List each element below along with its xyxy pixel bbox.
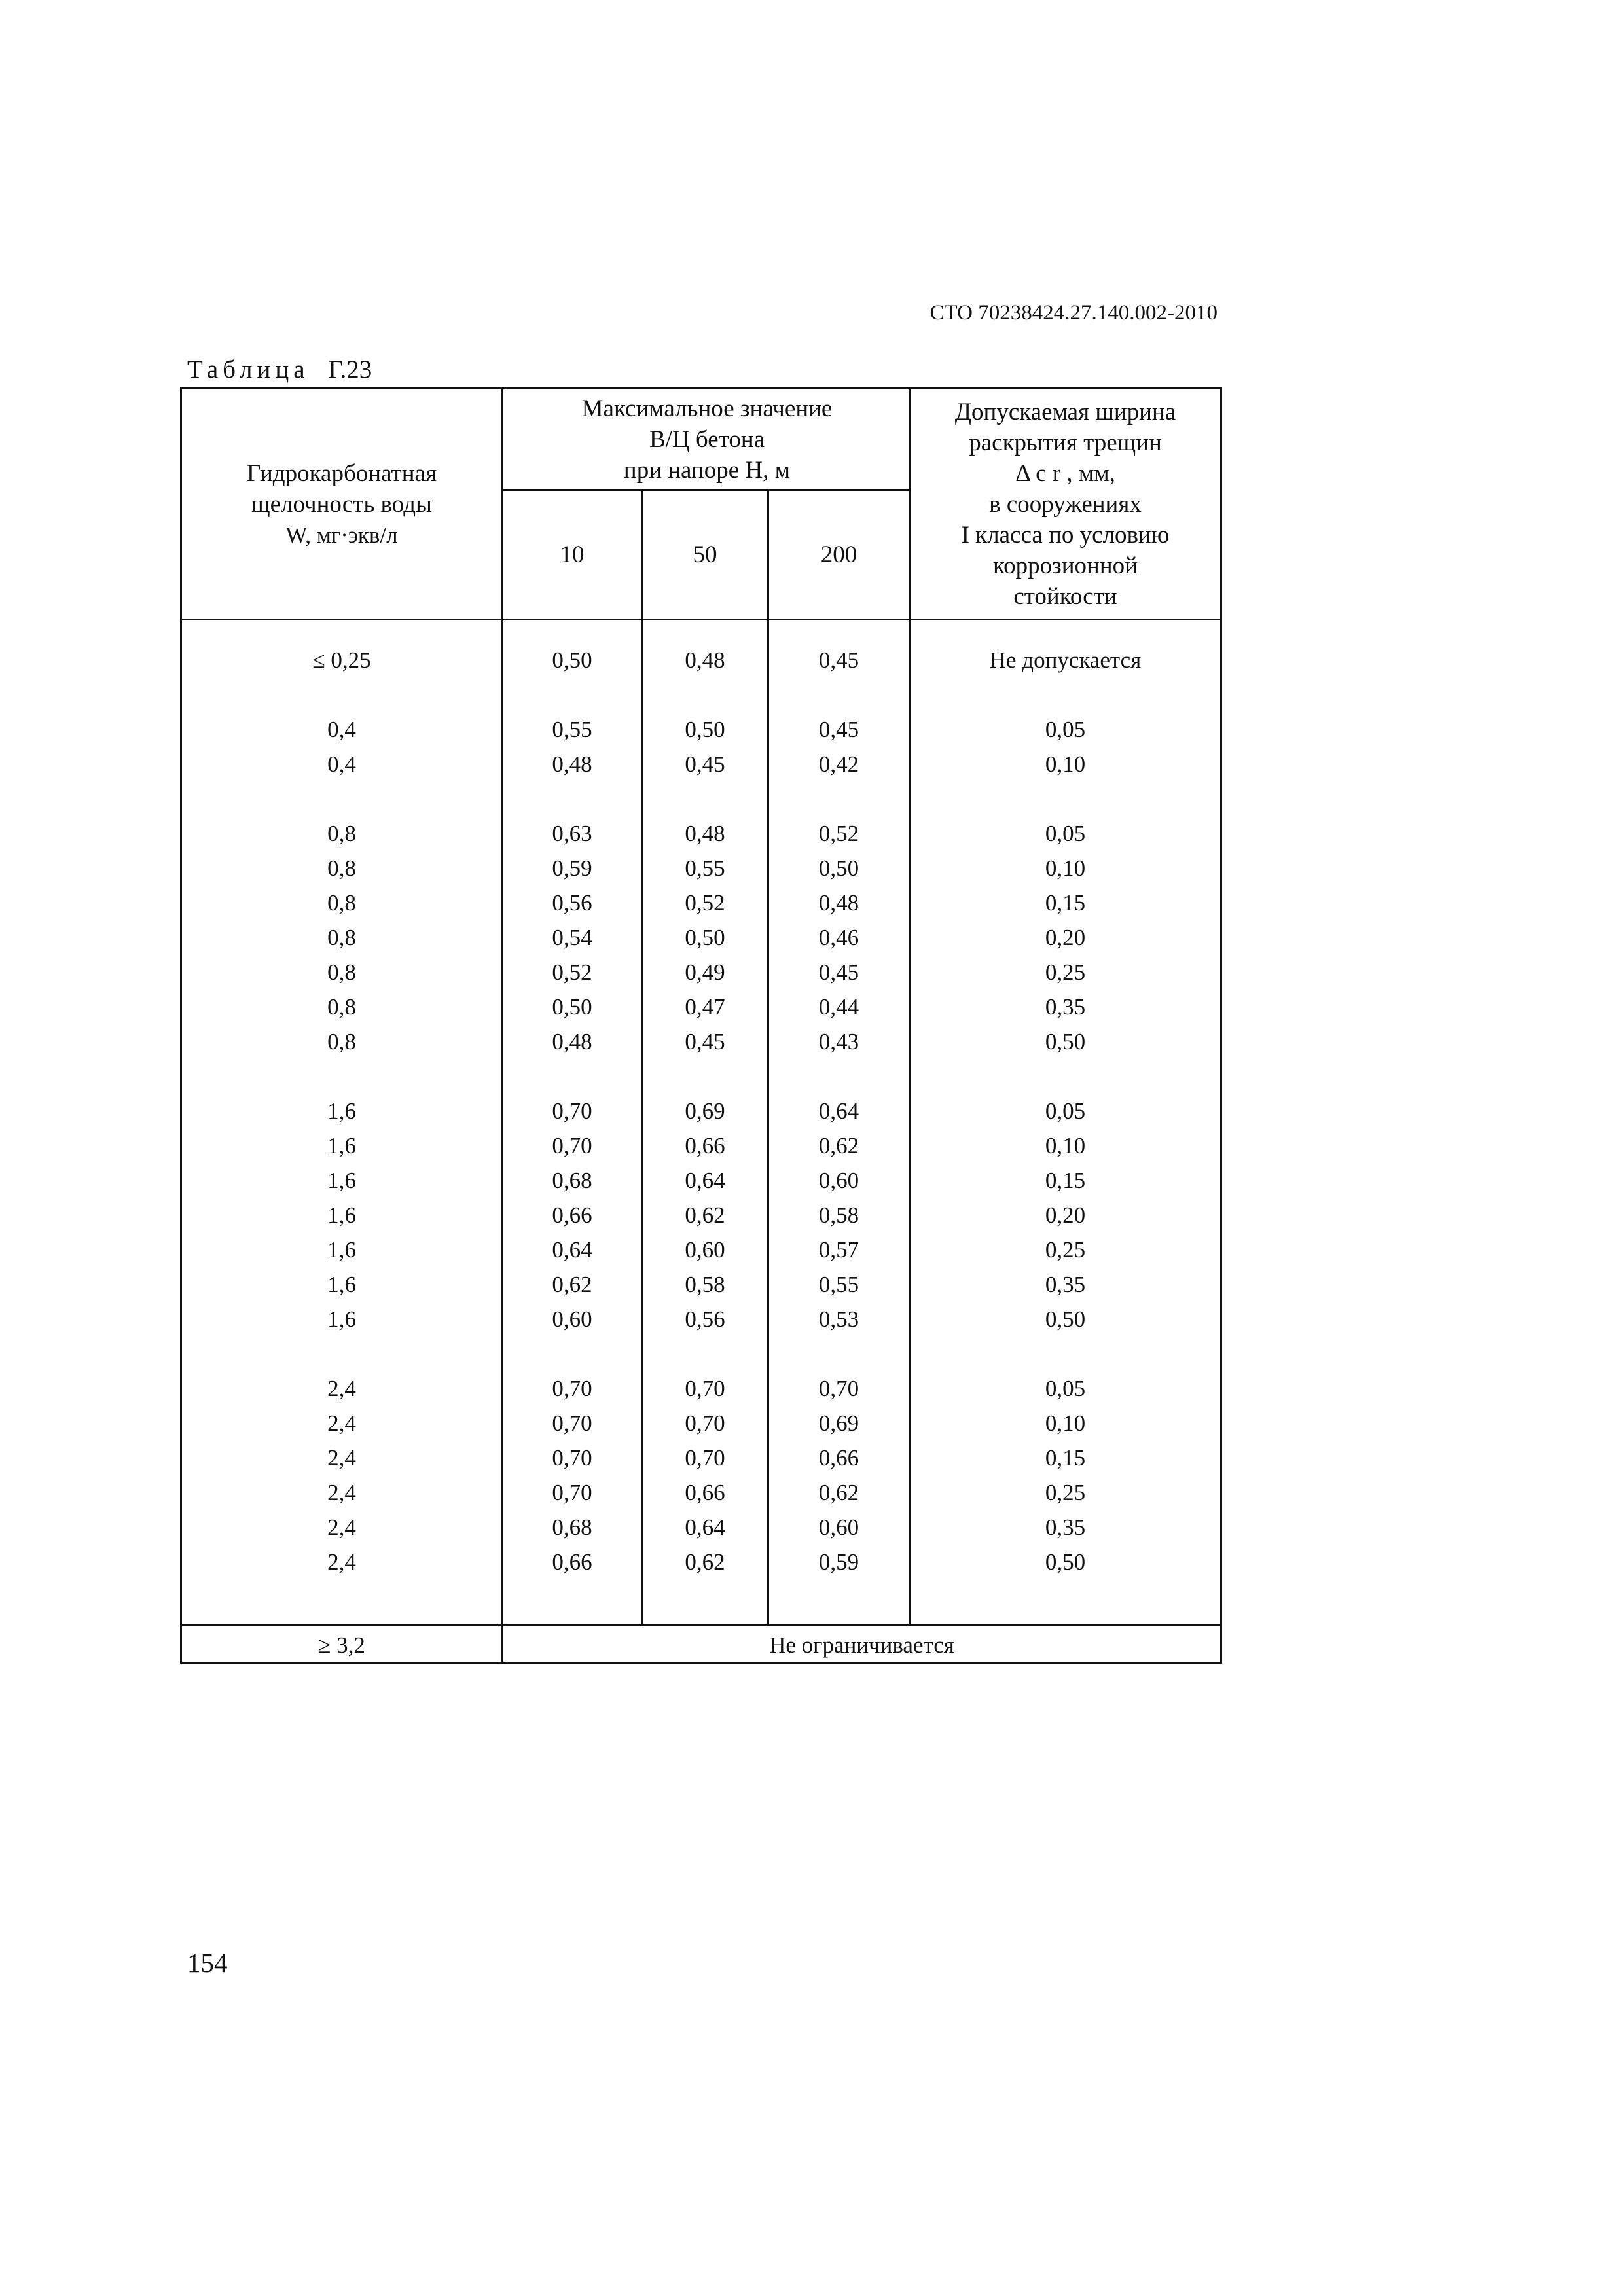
table-cell-h50: 0,66: [685, 1133, 725, 1158]
group-spacer: [643, 1336, 767, 1371]
header-crack-width: [911, 389, 1220, 619]
table-cell-w: 2,4: [327, 1445, 356, 1471]
header-alkalinity: [182, 389, 501, 619]
header-head-10: [503, 491, 641, 619]
header-crack-line: Допускаемая ширина: [954, 398, 1176, 425]
table-cell-crack: 0,05: [1045, 1376, 1086, 1401]
header-wc-ratio: [503, 389, 911, 489]
table-cell-h10: 0,63: [552, 821, 592, 846]
group-spacer: [769, 1059, 909, 1094]
table-cell-h10: 0,50: [552, 647, 592, 673]
table-cell-crack: 0,05: [1045, 717, 1086, 742]
table-cell-h10: 0,70: [552, 1410, 592, 1436]
table-cell-h200: 0,50: [818, 855, 859, 881]
group-spacer: [182, 781, 501, 816]
table-cell-crack: 0,35: [1045, 994, 1086, 1020]
header-wc-line: при напоре H, м: [623, 456, 791, 484]
table-cell-h10: 0,66: [552, 1549, 592, 1575]
table-cell-h10: 0,52: [552, 960, 592, 985]
table-cell-crack: 0,10: [1045, 1133, 1086, 1158]
group-spacer: [643, 677, 767, 712]
table-cell-w: 2,4: [327, 1549, 356, 1575]
last-row-alkalinity: ≥ 3,2: [318, 1632, 365, 1658]
group-spacer: [769, 1336, 909, 1371]
table-cell-h50: 0,52: [685, 890, 725, 916]
table-cell-h200: 0,45: [818, 647, 859, 673]
table-cell-h200: 0,48: [818, 890, 859, 916]
column-alkalinity: [182, 643, 501, 1579]
table-cell-w: 0,8: [327, 994, 356, 1020]
header-alkalinity-line: Гидрокарбонатная: [247, 459, 437, 487]
table-cell-crack: 0,35: [1045, 1515, 1086, 1540]
header-head-50: [643, 491, 767, 619]
table-cell-h10: 0,59: [552, 855, 592, 881]
group-spacer: [182, 677, 501, 712]
table-cell-w: 0,8: [327, 1029, 356, 1054]
table-cell-w: 1,6: [327, 1272, 356, 1297]
table-cell-w: 0,8: [327, 960, 356, 985]
table-caption: [187, 355, 372, 384]
table-cell-h200: 0,59: [818, 1549, 859, 1575]
table-cell-w: 2,4: [327, 1515, 356, 1540]
table-cell-h200: 0,45: [818, 717, 859, 742]
table-cell-h200: 0,46: [818, 925, 859, 950]
group-spacer: [503, 1059, 641, 1094]
table-cell-w: 0,4: [327, 751, 356, 777]
table-cell-w: 1,6: [327, 1237, 356, 1263]
table-cell-h10: 0,70: [552, 1098, 592, 1124]
table-cell-h10: 0,68: [552, 1515, 592, 1540]
table-cell-h50: 0,66: [685, 1480, 725, 1505]
table-cell-h50: 0,45: [685, 1029, 725, 1054]
table-cell-h200: 0,55: [818, 1272, 859, 1297]
table-cell-h200: 0,62: [818, 1133, 859, 1158]
table-cell-h50: 0,50: [685, 925, 725, 950]
table-cell-h50: 0,45: [685, 751, 725, 777]
header-crack-line: коррозионной: [993, 552, 1138, 579]
table-cell-h50: 0,49: [685, 960, 725, 985]
column-head-10: [503, 643, 641, 1579]
table-cell-h10: 0,70: [552, 1445, 592, 1471]
table-cell-h50: 0,48: [685, 647, 725, 673]
table-caption-label: Таблица: [187, 355, 310, 384]
table-cell-crack: 0,20: [1045, 925, 1086, 950]
table-cell-w: 0,4: [327, 717, 356, 742]
table-cell-h10: 0,64: [552, 1237, 592, 1263]
group-spacer: [503, 781, 641, 816]
table-cell-crack: 0,25: [1045, 1237, 1086, 1263]
table-cell-w: 1,6: [327, 1306, 356, 1332]
table-cell-w: 0,8: [327, 855, 356, 881]
table-cell-h10: 0,68: [552, 1168, 592, 1193]
table-cell-w: 2,4: [327, 1480, 356, 1505]
document-code: СТО 70238424.27.140.002-2010: [929, 301, 1218, 325]
table-cell-h50: 0,62: [685, 1549, 725, 1575]
column-crack-width: [911, 643, 1220, 1579]
table-caption-number: Г.23: [328, 355, 372, 384]
table-cell-h200: 0,57: [818, 1237, 859, 1263]
group-spacer: [643, 1059, 767, 1094]
table-cell-h50: 0,64: [685, 1515, 725, 1540]
table-cell-crack: 0,05: [1045, 821, 1086, 846]
table-cell-w: 2,4: [327, 1410, 356, 1436]
page-number: 154: [187, 1948, 228, 1978]
group-spacer: [769, 677, 909, 712]
table-cell-crack: 0,35: [1045, 1272, 1086, 1297]
table-cell-h50: 0,69: [685, 1098, 725, 1124]
table-cell-h200: 0,66: [818, 1445, 859, 1471]
group-spacer: [503, 1336, 641, 1371]
group-spacer: [182, 1336, 501, 1371]
data-table: [180, 387, 1222, 1664]
table-cell-crack: 0,25: [1045, 1480, 1086, 1505]
table-cell-w: ≤ 0,25: [312, 647, 371, 673]
group-spacer: [182, 1059, 501, 1094]
table-cell-h200: 0,42: [818, 751, 859, 777]
table-cell-h10: 0,70: [552, 1133, 592, 1158]
table-cell-h50: 0,50: [685, 717, 725, 742]
table-cell-h50: 0,70: [685, 1410, 725, 1436]
table-cell-w: 0,8: [327, 925, 356, 950]
table-cell-h50: 0,70: [685, 1445, 725, 1471]
group-spacer: [769, 781, 909, 816]
header-crack-line: I класса по условию: [961, 521, 1170, 548]
header-crack-line: в сооружениях: [989, 490, 1142, 518]
table-cell-h10: 0,60: [552, 1306, 592, 1332]
column-head-200: [769, 643, 909, 1579]
table-cell-h200: 0,60: [818, 1168, 859, 1193]
header-wc-line: В/Ц бетона: [649, 425, 765, 453]
group-spacer: [911, 781, 1220, 816]
table-cell-crack: 0,10: [1045, 751, 1086, 777]
table-cell-h10: 0,62: [552, 1272, 592, 1297]
table-cell-h10: 0,54: [552, 925, 592, 950]
table-cell-crack: 0,10: [1045, 1410, 1086, 1436]
table-cell-h200: 0,69: [818, 1410, 859, 1436]
column-head-50: [643, 643, 767, 1579]
table-cell-h200: 0,45: [818, 960, 859, 985]
table-cell-crack: Не допускается: [989, 647, 1142, 673]
group-spacer: [911, 1059, 1220, 1094]
table-cell-crack: 0,15: [1045, 1445, 1086, 1471]
table-cell-w: 1,6: [327, 1202, 356, 1228]
header-crack-line: стойкости: [1013, 583, 1117, 610]
table-cell-h50: 0,55: [685, 855, 725, 881]
table-cell-w: 2,4: [327, 1376, 356, 1401]
group-spacer: [643, 781, 767, 816]
table-cell-w: 1,6: [327, 1133, 356, 1158]
table-cell-w: 0,8: [327, 821, 356, 846]
header-divider: [182, 619, 1220, 620]
table-cell-h10: 0,55: [552, 717, 592, 742]
table-cell-h200: 0,43: [818, 1029, 859, 1054]
table-cell-h200: 0,58: [818, 1202, 859, 1228]
table-cell-h200: 0,44: [818, 994, 859, 1020]
table-cell-h50: 0,56: [685, 1306, 725, 1332]
table-cell-h10: 0,48: [552, 751, 592, 777]
table-cell-crack: 0,50: [1045, 1029, 1086, 1054]
table-cell-h200: 0,53: [818, 1306, 859, 1332]
table-cell-h50: 0,47: [685, 994, 725, 1020]
header-head-value: 50: [693, 541, 717, 568]
table-cell-w: 0,8: [327, 890, 356, 916]
table-cell-h10: 0,56: [552, 890, 592, 916]
table-cell-h200: 0,64: [818, 1098, 859, 1124]
header-wc-line: Максимальное значение: [581, 395, 833, 422]
table-cell-h50: 0,58: [685, 1272, 725, 1297]
table-cell-h10: 0,48: [552, 1029, 592, 1054]
table-cell-h50: 0,48: [685, 821, 725, 846]
table-cell-crack: 0,15: [1045, 1168, 1086, 1193]
table-cell-crack: 0,15: [1045, 890, 1086, 916]
table-cell-crack: 0,20: [1045, 1202, 1086, 1228]
header-alkalinity-line: щелочность воды: [251, 490, 432, 518]
group-spacer: [911, 1336, 1220, 1371]
table-cell-h50: 0,64: [685, 1168, 725, 1193]
table-cell-h10: 0,50: [552, 994, 592, 1020]
table-cell-h10: 0,70: [552, 1376, 592, 1401]
table-cell-h200: 0,60: [818, 1515, 859, 1540]
header-head-value: 200: [820, 541, 857, 568]
table-cell-h200: 0,62: [818, 1480, 859, 1505]
table-cell-h10: 0,70: [552, 1480, 592, 1505]
table-cell-h50: 0,62: [685, 1202, 725, 1228]
table-cell-crack: 0,50: [1045, 1306, 1086, 1332]
table-cell-crack: 0,10: [1045, 855, 1086, 881]
table-cell-crack: 0,25: [1045, 960, 1086, 985]
table-cell-crack: 0,05: [1045, 1098, 1086, 1124]
table-cell-crack: 0,50: [1045, 1549, 1086, 1575]
header-alkalinity-line: W, мг·экв/л: [285, 522, 398, 548]
last-row-not-limited: Не ограничивается: [769, 1632, 954, 1658]
group-spacer: [911, 677, 1220, 712]
group-spacer: [503, 677, 641, 712]
header-crack-line: раскрытия трещин: [969, 429, 1162, 456]
header-head-200: [769, 491, 909, 619]
header-head-value: 10: [560, 541, 585, 568]
table-cell-h10: 0,66: [552, 1202, 592, 1228]
header-crack-line: Δ c r , мм,: [1015, 459, 1115, 487]
table-cell-w: 1,6: [327, 1168, 356, 1193]
table-cell-w: 1,6: [327, 1098, 356, 1124]
table-cell-h50: 0,70: [685, 1376, 725, 1401]
table-cell-h50: 0,60: [685, 1237, 725, 1263]
table-cell-h200: 0,52: [818, 821, 859, 846]
table-cell-h200: 0,70: [818, 1376, 859, 1401]
